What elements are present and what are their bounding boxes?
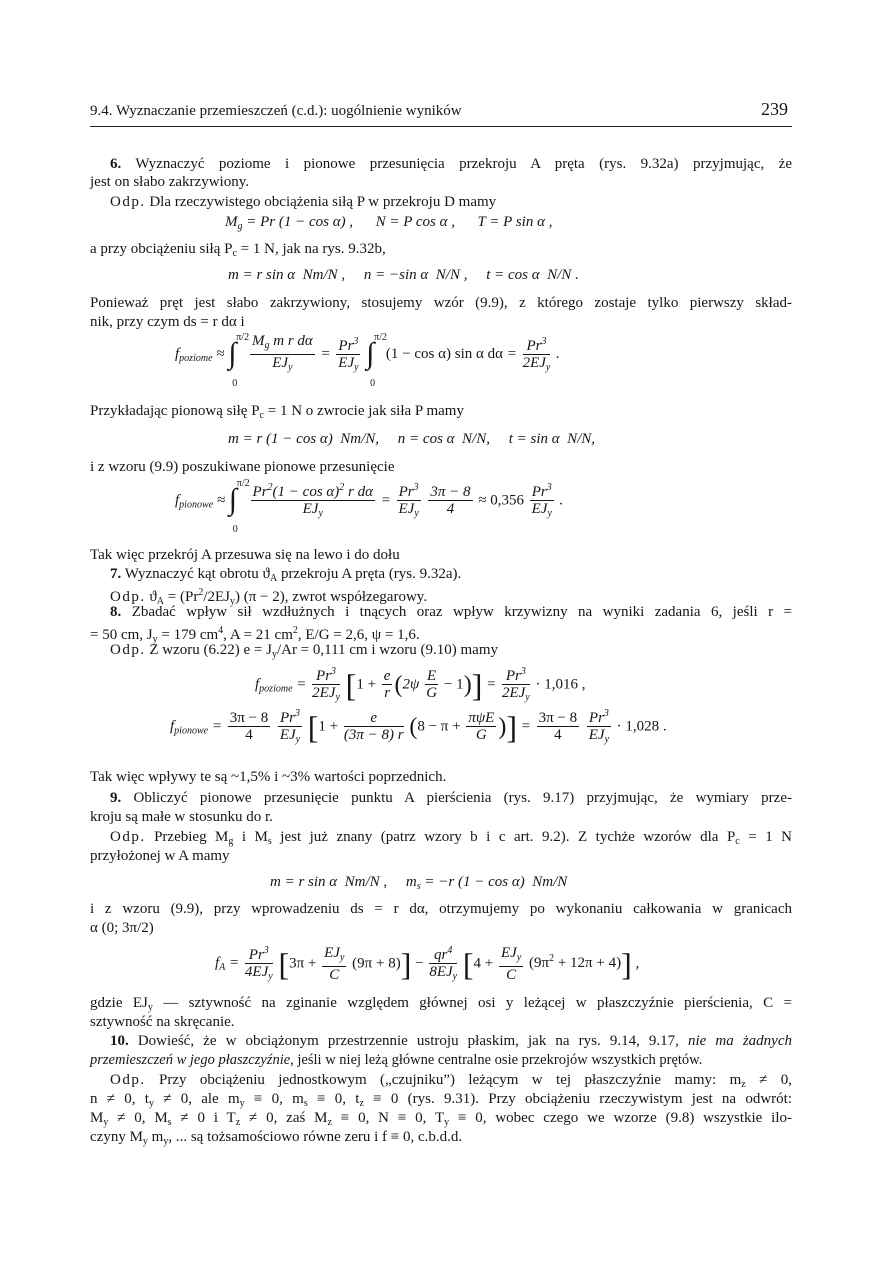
odp-label: Odp. xyxy=(110,194,146,210)
p7-line1: 7. Wyznaczyć kąt obrotu $ϑ_A$ przekroju A pręta (rys. 9.32a). xyxy=(110,566,462,584)
problem-6-number: 6. xyxy=(110,156,122,172)
p9-line7: gdzie $EJ_y$ — sztywność na zginanie względem głównej osi y leżącej w płaszczyźnie pierścienia, C = xyxy=(90,995,792,1013)
p6-eq-f-pionowe: $f_{pionowe}$ ≈ π/2 ∫ 0 $\frac{Pr^2(1 - \cos \alpha)^2 r d\alpha}{EJ_y}$ = $\frac{Pr^3}{EJ_y}$ $\frac{3\pi - 8}{4}$ ≈ 0,356 $\frac{Pr^3}{EJ_y}$ . xyxy=(175,478,564,535)
p6-eq-unit-forces: m = r sin α Nm/N , n = −sin α N/N , t = cos α N/N . xyxy=(228,267,579,283)
p6-eq-f-poziome: $f_{poziome}$ ≈ π/2 ∫ 0 $\frac{M_g m r d\alpha}{EJ_y}$ = $\frac{Pr^3}{EJ_y}$ π/2 ∫ 0 (1 − cos α) sin α dα = $\frac{Pr^3}{2EJ_y}$ . xyxy=(175,331,560,389)
p9-line4: przyłożonej w A mamy xyxy=(90,848,230,864)
p6-line6: nik, przy czym ds = r dα i xyxy=(90,314,245,330)
p8-eq-f-pionowe: $f_{pionowe}$ = $\frac{3\pi - 8}{4}$ $\frac{Pr^3}{EJ_y}$ [1 + $\frac{e}{(3\pi - 8) r}$ (8 − π + $\frac{\text{πψE}}{G}$ )] = $\frac{3\pi - 8}{4}$ $\frac{Pr^3}{EJ_y}$ · 1,028 . xyxy=(170,708,667,745)
p6-line9: Tak więc przekrój A przesuwa się na lewo i do dołu xyxy=(90,547,400,563)
p10-line1: 10. Dowieść, że w obciążonym przestrzennie ustroju płaskim, jak na rys. 9.14, 9.17, nie ma żadnych xyxy=(110,1033,793,1049)
p6-line4: a przy obciążeniu siłą $P_c = 1$ N, jak na rys. 9.32b, xyxy=(90,241,386,259)
p9-eq-unit-moments: m = r sin α Nm/N , $m_s = -r$ (1 − cos α) Nm/N xyxy=(270,874,568,892)
p8-line3: Odp. Z wzoru (6.22) $e = J_y/Ar = 0,111$ cm i wzoru (9.10) mamy xyxy=(110,642,498,660)
p6-line8: i z wzoru (9.9) poszukiwane pionowe przesunięcie xyxy=(90,459,395,475)
page-number: 239 xyxy=(761,99,788,119)
p10-line5: $M_y \ne 0$, $M_s \ne 0$ i $T_z \ne 0$, zaś $M_z \equiv 0$, N ≡ 0, $T_y \equiv 0$, wobec czego we wzorze (9.8) wszystkie ilo- xyxy=(90,1110,792,1128)
p10-line2: przemieszczeń w jego płaszczyźnie, jeśli w niej leżą główne centralne osie przekrojów wszystkich prętów. xyxy=(90,1052,703,1068)
p8-line2: = 50 cm, $J_y = 179$ $cm^4$, A = 21 $cm^2$, E/G = 2,6, ψ = 1,6. xyxy=(90,625,420,645)
p6-line5: Ponieważ pręt jest słabo zakrzywiony, stosujemy wzór (9.9), z którego zostaje tylko pierwszy skład- xyxy=(90,295,792,311)
p6-line2: jest on słabo zakrzywiony. xyxy=(90,174,249,190)
header-title: 9.4. Wyznaczanie przemieszczeń (c.d.): uogólnienie wyników xyxy=(90,103,462,119)
p10-line6: czyny $M_y$ $m_y$, ... są tożsamościowo równe zeru i f ≡ 0, c.b.d.d. xyxy=(90,1129,463,1147)
p8-eq-f-poziome: $f_{poziome}$ = $\frac{Pr^3}{2EJ_y}$ [1 + $\frac{e}{r}$ (2ψ $\frac{E}{G}$ − 1)] = $\frac{Pr^3}{2EJ_y}$ · 1,016 , xyxy=(255,666,586,703)
p9-line8: sztywność na skręcanie. xyxy=(90,1014,235,1030)
p9-line5: i z wzoru (9.9), przy wprowadzeniu ds = r dα, otrzymujemy po wykonaniu całkowania w granicach xyxy=(90,901,792,917)
p7-line2: Odp. $ϑ_A = (Pr^2/2EJ_y) (\pi - 2)$, zwrot współzegarowy. xyxy=(110,587,428,607)
p9-line1: 9. Obliczyć pionowe przesunięcie punktu A pierścienia (rys. 9.17) przyjmując, że wymiary prze- xyxy=(110,790,792,806)
p10-line4: n ≠ 0, $t_y \ne 0$, ale $m_y \equiv 0$, $m_s \equiv 0$, $t_z \equiv 0$ (rys. 9.31). Przy obciążeniu rzeczywistym jest na odwrót: xyxy=(90,1091,792,1109)
p8-line1: 8. Zbadać wpływ sił wzdłużnych i tnących oraz wpływ krzywizny na wyniki zadania 6, jeśli r = xyxy=(110,604,792,620)
problem-8-number: 8. xyxy=(110,604,122,620)
p8-line4: Tak więc wpływy te są ~1,5% i ~3% wartości poprzednich. xyxy=(90,769,447,785)
p6-line3: Odp. Dla rzeczywistego obciążenia siłą P w przekroju D mamy xyxy=(110,194,497,210)
p9-line2: kroju są małe w stosunku do r. xyxy=(90,809,273,825)
running-header xyxy=(90,100,792,127)
p6-eq-forces: $M_g = Pr$ (1 − cos α) , N = P cos α , T = P sin α , xyxy=(225,214,553,232)
problem-10-number: 10. xyxy=(110,1033,129,1049)
p9-line6: α (0; 3π/2) xyxy=(90,920,154,936)
p9-line3: Odp. Przebieg $M_g$ i $M_s$ jest już znany (patrz wzory b i c art. 9.2). Z tychże wzorów dla $P_c = 1$ N xyxy=(110,829,793,847)
problem-9-number: 9. xyxy=(110,790,122,806)
p10-line3: Odp. Przy obciążeniu jednostkowym („czujniku”) leżącym w tej płaszczyźnie mamy: $m_z \ne 0$, xyxy=(110,1072,793,1090)
p6-line1: 6. Wyznaczyć poziome i pionowe przesunięcia przekroju A pręta (rys. 9.32a) przyjmując, że xyxy=(110,156,792,172)
p6-line7: Przykładając pionową siłę $P_c = 1$ N o zwrocie jak siła P mamy xyxy=(90,403,464,421)
p6-eq-unit-vertical: m = r (1 − cos α) Nm/N, n = cos α N/N, t = sin α N/N, xyxy=(228,431,596,447)
p9-eq-fA: $f_A$ = $\frac{Pr^3}{4EJ_y}$ [3π + $\frac{EJ_y}{C}$ (9π + 8)] − $\frac{qr^4}{8EJ_y}$ [4 + $\frac{EJ_y}{C}$ $(9\pi^2 + 12\pi + 4)$] , xyxy=(215,944,640,983)
problem-7-number: 7. xyxy=(110,566,122,582)
